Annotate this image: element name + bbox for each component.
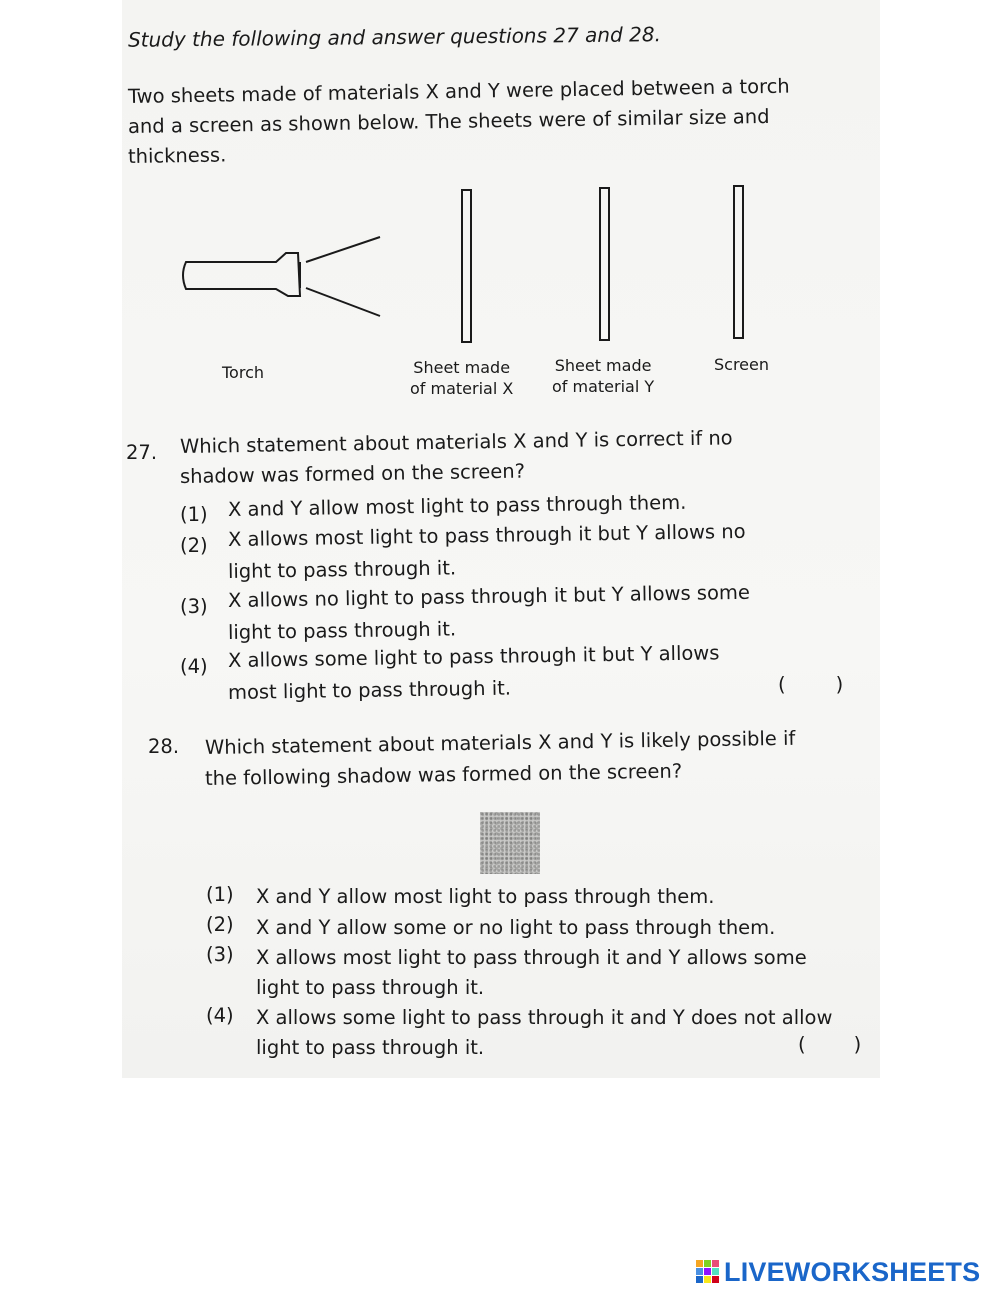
q28-option-4-number: (4)	[206, 1004, 234, 1027]
q27-stem-line-1: Which statement about materials X and Y is correct if no	[179, 426, 733, 458]
q27-option-4-text-cont: most light to pass through it.	[227, 676, 512, 704]
torch-icon	[183, 237, 380, 316]
q27-stem-line-2: shadow was formed on the screen?	[179, 459, 526, 488]
q28-number: 28.	[148, 735, 180, 758]
q27-option-2-text: X allows most light to pass through it but Y allows no	[227, 519, 746, 551]
q28-option-1-number: (1)	[206, 883, 234, 906]
q27-option-1-number: (1)	[180, 503, 208, 526]
sheet-x	[462, 190, 471, 342]
q27-option-1-text: X and Y allow most light to pass through them.	[227, 490, 687, 521]
grid-logo-icon	[696, 1260, 720, 1284]
sheet-y	[600, 188, 609, 340]
q27-option-2-text-cont: light to pass through it.	[227, 556, 457, 583]
screen-rect	[734, 186, 743, 338]
instruction-heading: Study the following and answer questions 27 and 28.	[127, 22, 662, 52]
q28-option-4-text-cont: light to pass through it.	[256, 1036, 485, 1059]
sheet-x-label: Sheet made of material X	[410, 358, 514, 398]
q28-option-3-number: (3)	[206, 943, 234, 966]
q27-option-3-text: X allows no light to pass through it but Y allows some	[227, 580, 751, 612]
intro-line-1: Two sheets made of materials X and Y were placed between a torch	[127, 74, 790, 108]
q27-option-4-number: (4)	[180, 655, 208, 678]
q28-stem-line-2: the following shadow was formed on the screen?	[204, 759, 683, 790]
q27-option-4-text: X allows some light to pass through it but Y allows	[227, 641, 720, 672]
q28-answer-blank[interactable]: ( )	[798, 1033, 862, 1056]
liveworksheets-logo[interactable]	[696, 1258, 980, 1286]
q28-option-2-number: (2)	[206, 913, 234, 936]
brand-name: LIVEWORKSHEETS	[724, 1256, 981, 1287]
q27-option-3-number: (3)	[180, 595, 208, 618]
sheet-y-label: Sheet made of material Y	[552, 356, 655, 396]
shadow-sample-image	[480, 812, 540, 874]
q27-option-3-text-cont: light to pass through it.	[227, 617, 457, 644]
q28-option-2-text: X and Y allow some or no light to pass through them.	[256, 916, 776, 939]
q27-option-2-number: (2)	[180, 534, 208, 557]
q28-option-3-text: X allows most light to pass through it and Y allows some	[256, 946, 807, 969]
intro-line-2: and a screen as shown below. The sheets were of similar size and	[127, 104, 770, 138]
screen-label: Screen	[714, 355, 770, 374]
torch-label: Torch	[222, 363, 265, 382]
q28-stem-line-1: Which statement about materials X and Y is likely possible if	[204, 726, 796, 759]
q28-option-4-text: X allows some light to pass through it and Y does not allow	[256, 1006, 833, 1029]
q27-number: 27.	[126, 441, 158, 464]
intro-line-3: thickness.	[127, 143, 227, 168]
q28-option-3-text-cont: light to pass through it.	[256, 976, 485, 999]
q27-answer-blank[interactable]: ( )	[778, 673, 844, 696]
q28-option-1-text: X and Y allow most light to pass through them.	[256, 885, 715, 908]
